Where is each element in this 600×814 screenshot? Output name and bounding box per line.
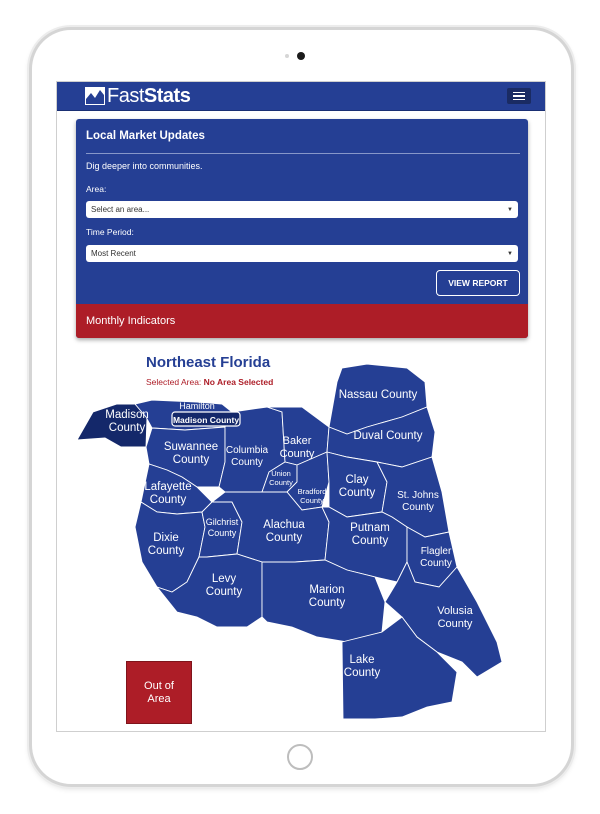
monthly-indicators-bar[interactable]: Monthly Indicators: [76, 304, 528, 338]
time-period-label: Time Period:: [86, 227, 134, 237]
out-of-area-line-2: Area: [147, 692, 171, 705]
area-label: Area:: [86, 184, 107, 194]
county-map: [57, 82, 546, 732]
front-sensor: [285, 54, 289, 58]
label-columbia-1: Columbia: [225, 445, 269, 456]
label-lake-2: County: [343, 667, 381, 679]
selected-area-status: [146, 377, 273, 387]
screen: [56, 81, 546, 732]
label-volusia-1: Volusia: [437, 605, 473, 617]
label-union-2: County: [269, 478, 293, 487]
label-alachua-2: County: [265, 532, 303, 544]
label-dixie-1: Dixie: [153, 532, 179, 544]
out-of-area-button[interactable]: [126, 661, 192, 724]
label-lafayette-1: Lafayette: [144, 481, 192, 493]
selected-area-label: Selected Area:: [146, 377, 204, 387]
label-baker-2: County: [279, 448, 315, 460]
label-marion-2: County: [308, 597, 346, 609]
label-clay-2: County: [338, 487, 376, 499]
out-of-area-line-1: Out of: [144, 679, 174, 692]
label-putnam-2: County: [351, 535, 389, 547]
label-volusia-2: County: [437, 618, 473, 630]
tooltip-label: Madison County: [172, 415, 240, 425]
label-marion-1: Marion: [309, 584, 345, 596]
logo-text-fast: Fast: [107, 84, 144, 107]
home-button[interactable]: [287, 744, 313, 770]
label-clay-1: Clay: [345, 474, 369, 486]
label-stjohns-2: County: [402, 502, 434, 513]
label-alachua-1: Alachua: [263, 519, 305, 531]
selected-area-value: No Area Selected: [203, 377, 274, 387]
label-flagler-1: Flagler: [420, 546, 452, 557]
caret-down-icon: ▼: [507, 206, 513, 213]
label-flagler-2: County: [420, 558, 452, 569]
label-bradford-1: Bradford: [297, 487, 327, 496]
label-hamilton: Hamilton: [179, 401, 215, 411]
label-madison-1: Madison: [105, 409, 149, 421]
panel-subtitle: Dig deeper into communities.: [86, 161, 203, 171]
front-camera: [297, 52, 305, 60]
map-title: Northeast Florida: [146, 354, 271, 371]
label-nassau: Nassau County: [338, 389, 418, 401]
label-suwannee-1: Suwannee: [163, 441, 219, 453]
label-duval: Duval County: [353, 430, 423, 442]
panel-title: Local Market Updates: [86, 130, 205, 142]
area-select-value: Select an area...: [91, 205, 150, 214]
label-gilchrist-1: Gilchrist: [205, 517, 239, 527]
label-levy-2: County: [205, 586, 243, 598]
madison-tooltip: [172, 412, 240, 426]
view-report-button[interactable]: VIEW REPORT: [436, 270, 520, 296]
label-madison-2: County: [108, 422, 146, 434]
county-madison[interactable]: [77, 404, 147, 447]
label-dixie-2: County: [147, 545, 185, 557]
label-stjohns-1: St. Johns: [397, 490, 439, 501]
label-lake-1: Lake: [349, 654, 375, 666]
label-baker-1: Baker: [282, 435, 312, 447]
label-suwannee-2: County: [172, 454, 210, 466]
label-lafayette-2: County: [149, 494, 187, 506]
label-putnam-1: Putnam: [350, 522, 390, 534]
time-period-value: Most Recent: [91, 249, 136, 258]
label-bradford-2: County: [300, 496, 324, 505]
logo-text-stats: Stats: [143, 84, 191, 107]
label-levy-1: Levy: [211, 573, 237, 585]
label-columbia-2: County: [231, 457, 263, 468]
caret-down-icon: ▼: [507, 250, 513, 257]
label-gilchrist-2: County: [207, 528, 237, 538]
label-union-1: Union: [271, 469, 291, 478]
county-gilchrist[interactable]: [199, 502, 242, 557]
